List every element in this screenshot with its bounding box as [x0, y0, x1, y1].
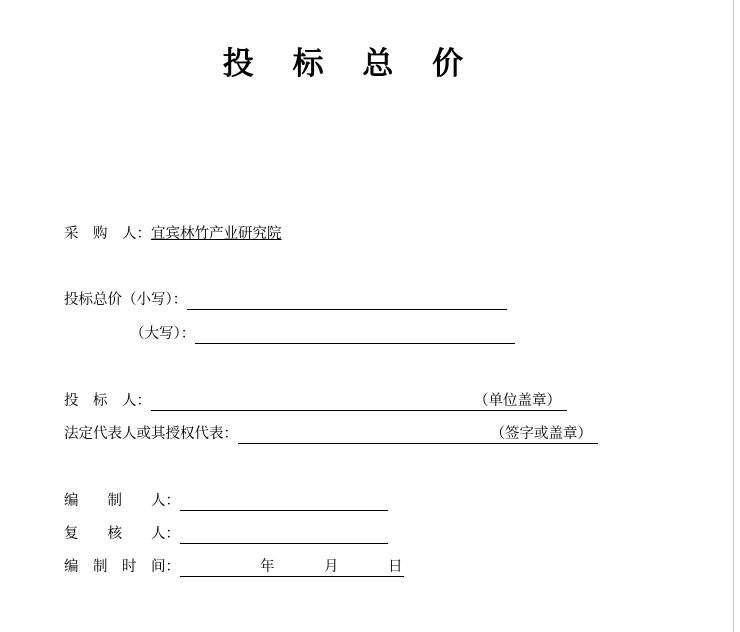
- reviewer-field[interactable]: [180, 524, 388, 544]
- total-price-lower-label: 投标总价（小写）：: [64, 292, 188, 308]
- bidder-field[interactable]: [151, 391, 567, 411]
- reviewer-label: 复 核 人：: [64, 526, 180, 542]
- legal-rep-field[interactable]: [238, 424, 598, 444]
- purchaser-label: 采 购 人：: [64, 226, 151, 242]
- total-price-lower-field[interactable]: [187, 290, 507, 310]
- bidder-row: [64, 391, 567, 411]
- legal-rep-sign-note: （签字或盖章）: [490, 426, 592, 442]
- compiler-label: 编 制 人：: [64, 493, 180, 509]
- compile-time-label: 编 制 时 间：: [64, 559, 180, 575]
- compiler-row: [64, 491, 388, 511]
- purchaser-value[interactable]: 宜宾林竹产业研究院: [151, 226, 282, 242]
- total-price-upper-row: [64, 324, 515, 344]
- year-label: 年: [260, 559, 275, 575]
- legal-rep-row: [64, 424, 598, 444]
- bidder-label: 投 标 人：: [64, 393, 151, 409]
- document-title: 投 标 总 价: [222, 46, 478, 82]
- total-price-upper-field[interactable]: [195, 324, 515, 344]
- compile-time-row: [64, 557, 404, 577]
- compile-time-field[interactable]: [180, 557, 404, 577]
- compiler-field[interactable]: [180, 491, 388, 511]
- total-price-upper-label: （大写）：: [130, 326, 196, 342]
- total-price-lower-row: [64, 290, 507, 310]
- day-label: 日: [388, 559, 403, 575]
- purchaser-row: [64, 224, 282, 244]
- bidder-seal-note: （单位盖章）: [474, 393, 561, 409]
- page-edge: [733, 0, 734, 632]
- month-label: 月: [324, 559, 339, 575]
- legal-rep-label: 法定代表人或其授权代表：: [64, 426, 238, 442]
- reviewer-row: [64, 524, 388, 544]
